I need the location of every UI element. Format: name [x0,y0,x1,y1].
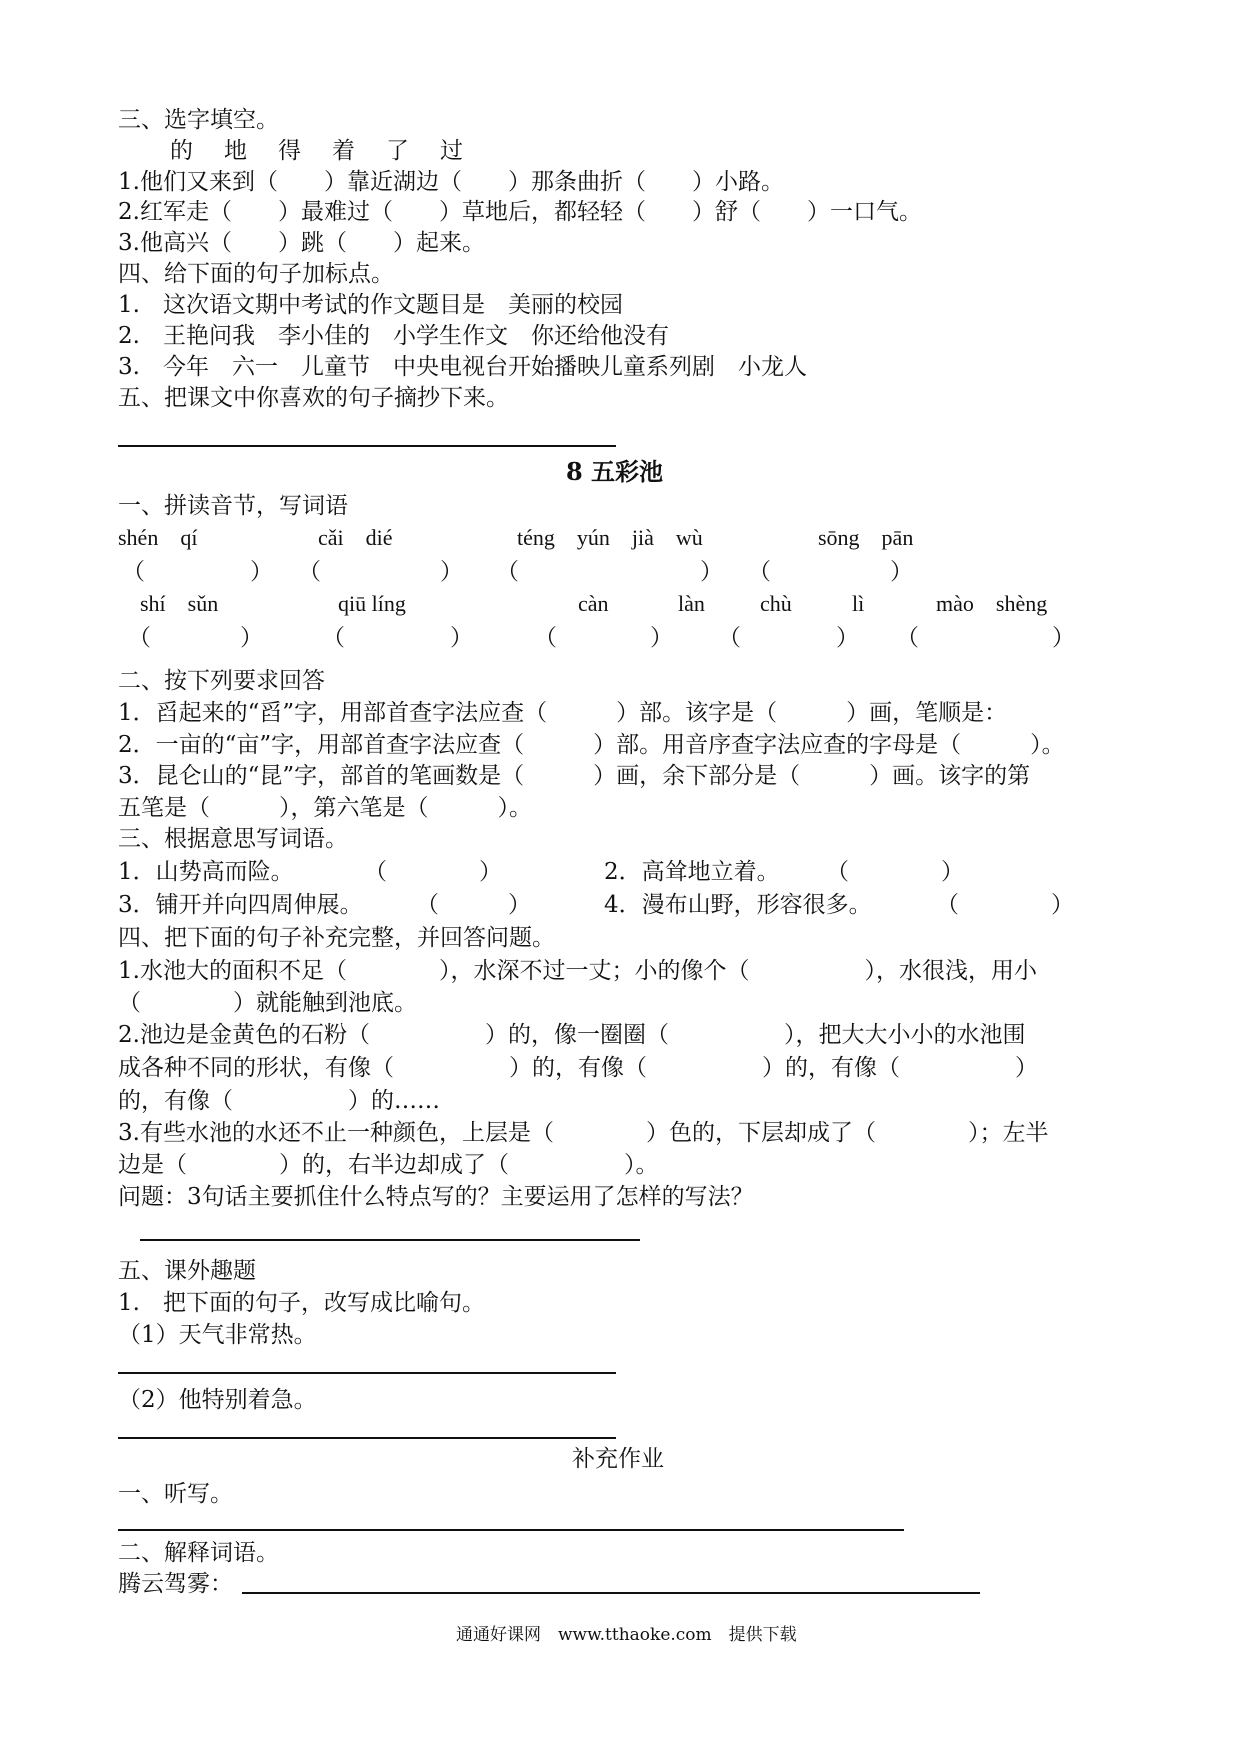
section-heading: 五、把课文中你喜欢的句子摘抄下来。 [118,385,509,411]
blank-close: ） [1052,625,1075,651]
question-line: （2）他特别着急。 [118,1387,317,1413]
section-heading: 四、给下面的句子加标点。 [118,261,394,287]
blank-close: ） [440,559,463,585]
question-line: 2.池边是金黄色的石粉（ ）的，像一圈圈（ ），把大大小小的水池围 [118,1022,1026,1048]
question-line: （ ）就能触到池底。 [118,990,417,1016]
question-line: 2．一亩的“亩”字，用部首查字法应查（ ）部。用音序查字法应查的字母是（ ）。 [118,732,1065,758]
question-line: 3．昆仑山的“昆”字，部首的笔画数是（ ）画，余下部分是（ ）画。该字的第 [118,763,1031,789]
question-line: 边是（ ）的，右半边却成了（ ）。 [118,1152,659,1178]
question-line: 3.他高兴（ ）跳（ ）起来。 [118,230,485,256]
blank-close: ） [650,625,673,651]
pinyin-item: shí sǔn [140,591,219,616]
section-heading: 三、根据意思写词语。 [118,826,348,852]
question-line: 成各种不同的形状，有像（ ）的，有像（ ）的，有像（ ） [118,1055,1038,1081]
blank-open: （ [496,559,519,585]
question-line: 2. 王艳问我 李小佳的 小学生作文 你还给他没有 [118,323,669,349]
section-heading: 四、把下面的句子补充完整，并回答问题。 [118,925,555,951]
answer-line [118,445,616,447]
question-line: 1．山势高而险。 [118,859,294,885]
pinyin-item: shén qí [118,525,198,550]
pinyin-item: sōng pān [818,525,914,550]
extra-title: 补充作业 [572,1446,664,1472]
answer-blank: （ ） [416,892,531,918]
answer-line [242,1592,980,1594]
question-line: 1．舀起来的“舀”字，用部首查字法应查（ ）部。该字是（ ）画，笔顺是： [118,700,1008,726]
blank-open: （ [748,559,771,585]
question-line: 的，有像（ ）的…… [118,1088,440,1114]
question-line: 3. 今年 六一 儿童节 中央电视台开始播映儿童系列剧 小龙人 [118,354,807,380]
answer-blank: （ ） [364,859,502,885]
pinyin-item: téng yún jià wù [517,525,703,550]
blank-open: （ [534,625,557,651]
blank-open: （ [322,625,345,651]
lesson-title: 8 五彩池 [566,457,664,486]
question-line: 2．高耸地立着。 [604,859,780,885]
pinyin-item: càn [578,591,609,616]
blank-close: ） [450,625,473,651]
answer-line [118,1372,616,1374]
question-line: 4．漫布山野，形容很多。 [604,892,872,918]
answer-blank: （ ） [936,892,1074,918]
question-line: （1）天气非常热。 [118,1322,317,1348]
answer-blank: （ ） [826,859,964,885]
blank-open: （ [896,625,919,651]
pinyin-item: chù [760,591,792,616]
page-footer: 通通好课网 www.tthaoke.com 提供下载 [456,1625,797,1645]
blank-close: ） [250,559,273,585]
question-line: 3.有些水池的水还不止一种颜色，上层是（ ）色的，下层却成了（ ）；左半 [118,1120,1049,1146]
pinyin-item: qiū líng [338,591,406,616]
question-line: 1. 这次语文期中考试的作文题目是 美丽的校园 [118,292,623,318]
section-heading: 五、课外趣题 [118,1258,256,1284]
blank-open: （ [298,559,321,585]
blank-open: （ [718,625,741,651]
question-line: 1.他们又来到（ ）靠近湖边（ ）那条曲折（ ）小路。 [118,169,784,195]
answer-line [118,1529,904,1531]
question-line: 腾云驾雾： [118,1571,233,1597]
question-line: 1. 把下面的句子，改写成比喻句。 [118,1290,485,1316]
question-line: 五笔是（ ），第六笔是（ ）。 [118,795,532,821]
pinyin-item: làn [678,591,705,616]
blank-close: ） [890,559,913,585]
pinyin-item: lì [852,591,865,616]
word-options: 的 地 得 着 了 过 [170,138,467,164]
pinyin-item: cǎi dié [318,525,393,550]
question-line: 3．铺开并向四周伸展。 [118,892,363,918]
section-heading: 二、解释词语。 [118,1540,279,1566]
pinyin-item: mào shèng [936,591,1048,616]
blank-open: （ [122,559,145,585]
blank-open: （ [128,625,151,651]
answer-line [118,1437,616,1439]
section-heading: 二、按下列要求回答 [118,668,325,694]
section-heading: 一、拼读音节，写词语 [118,493,348,519]
blank-close: ） [836,625,859,651]
question-line: 问题：3句话主要抓住什么特点写的？主要运用了怎样的写法？ [118,1184,754,1210]
question-line: 1.水池大的面积不足（ ），水深不过一丈；小的像个（ ），水很浅，用小 [118,958,1037,984]
answer-line [140,1239,640,1241]
question-line: 2.红军走（ ）最难过（ ）草地后，都轻轻（ ）舒（ ）一口气。 [118,199,922,225]
section-heading: 一、听写。 [118,1481,233,1507]
blank-close: ） [240,625,263,651]
section-heading: 三、选字填空。 [118,107,279,133]
blank-close: ） [700,559,723,585]
